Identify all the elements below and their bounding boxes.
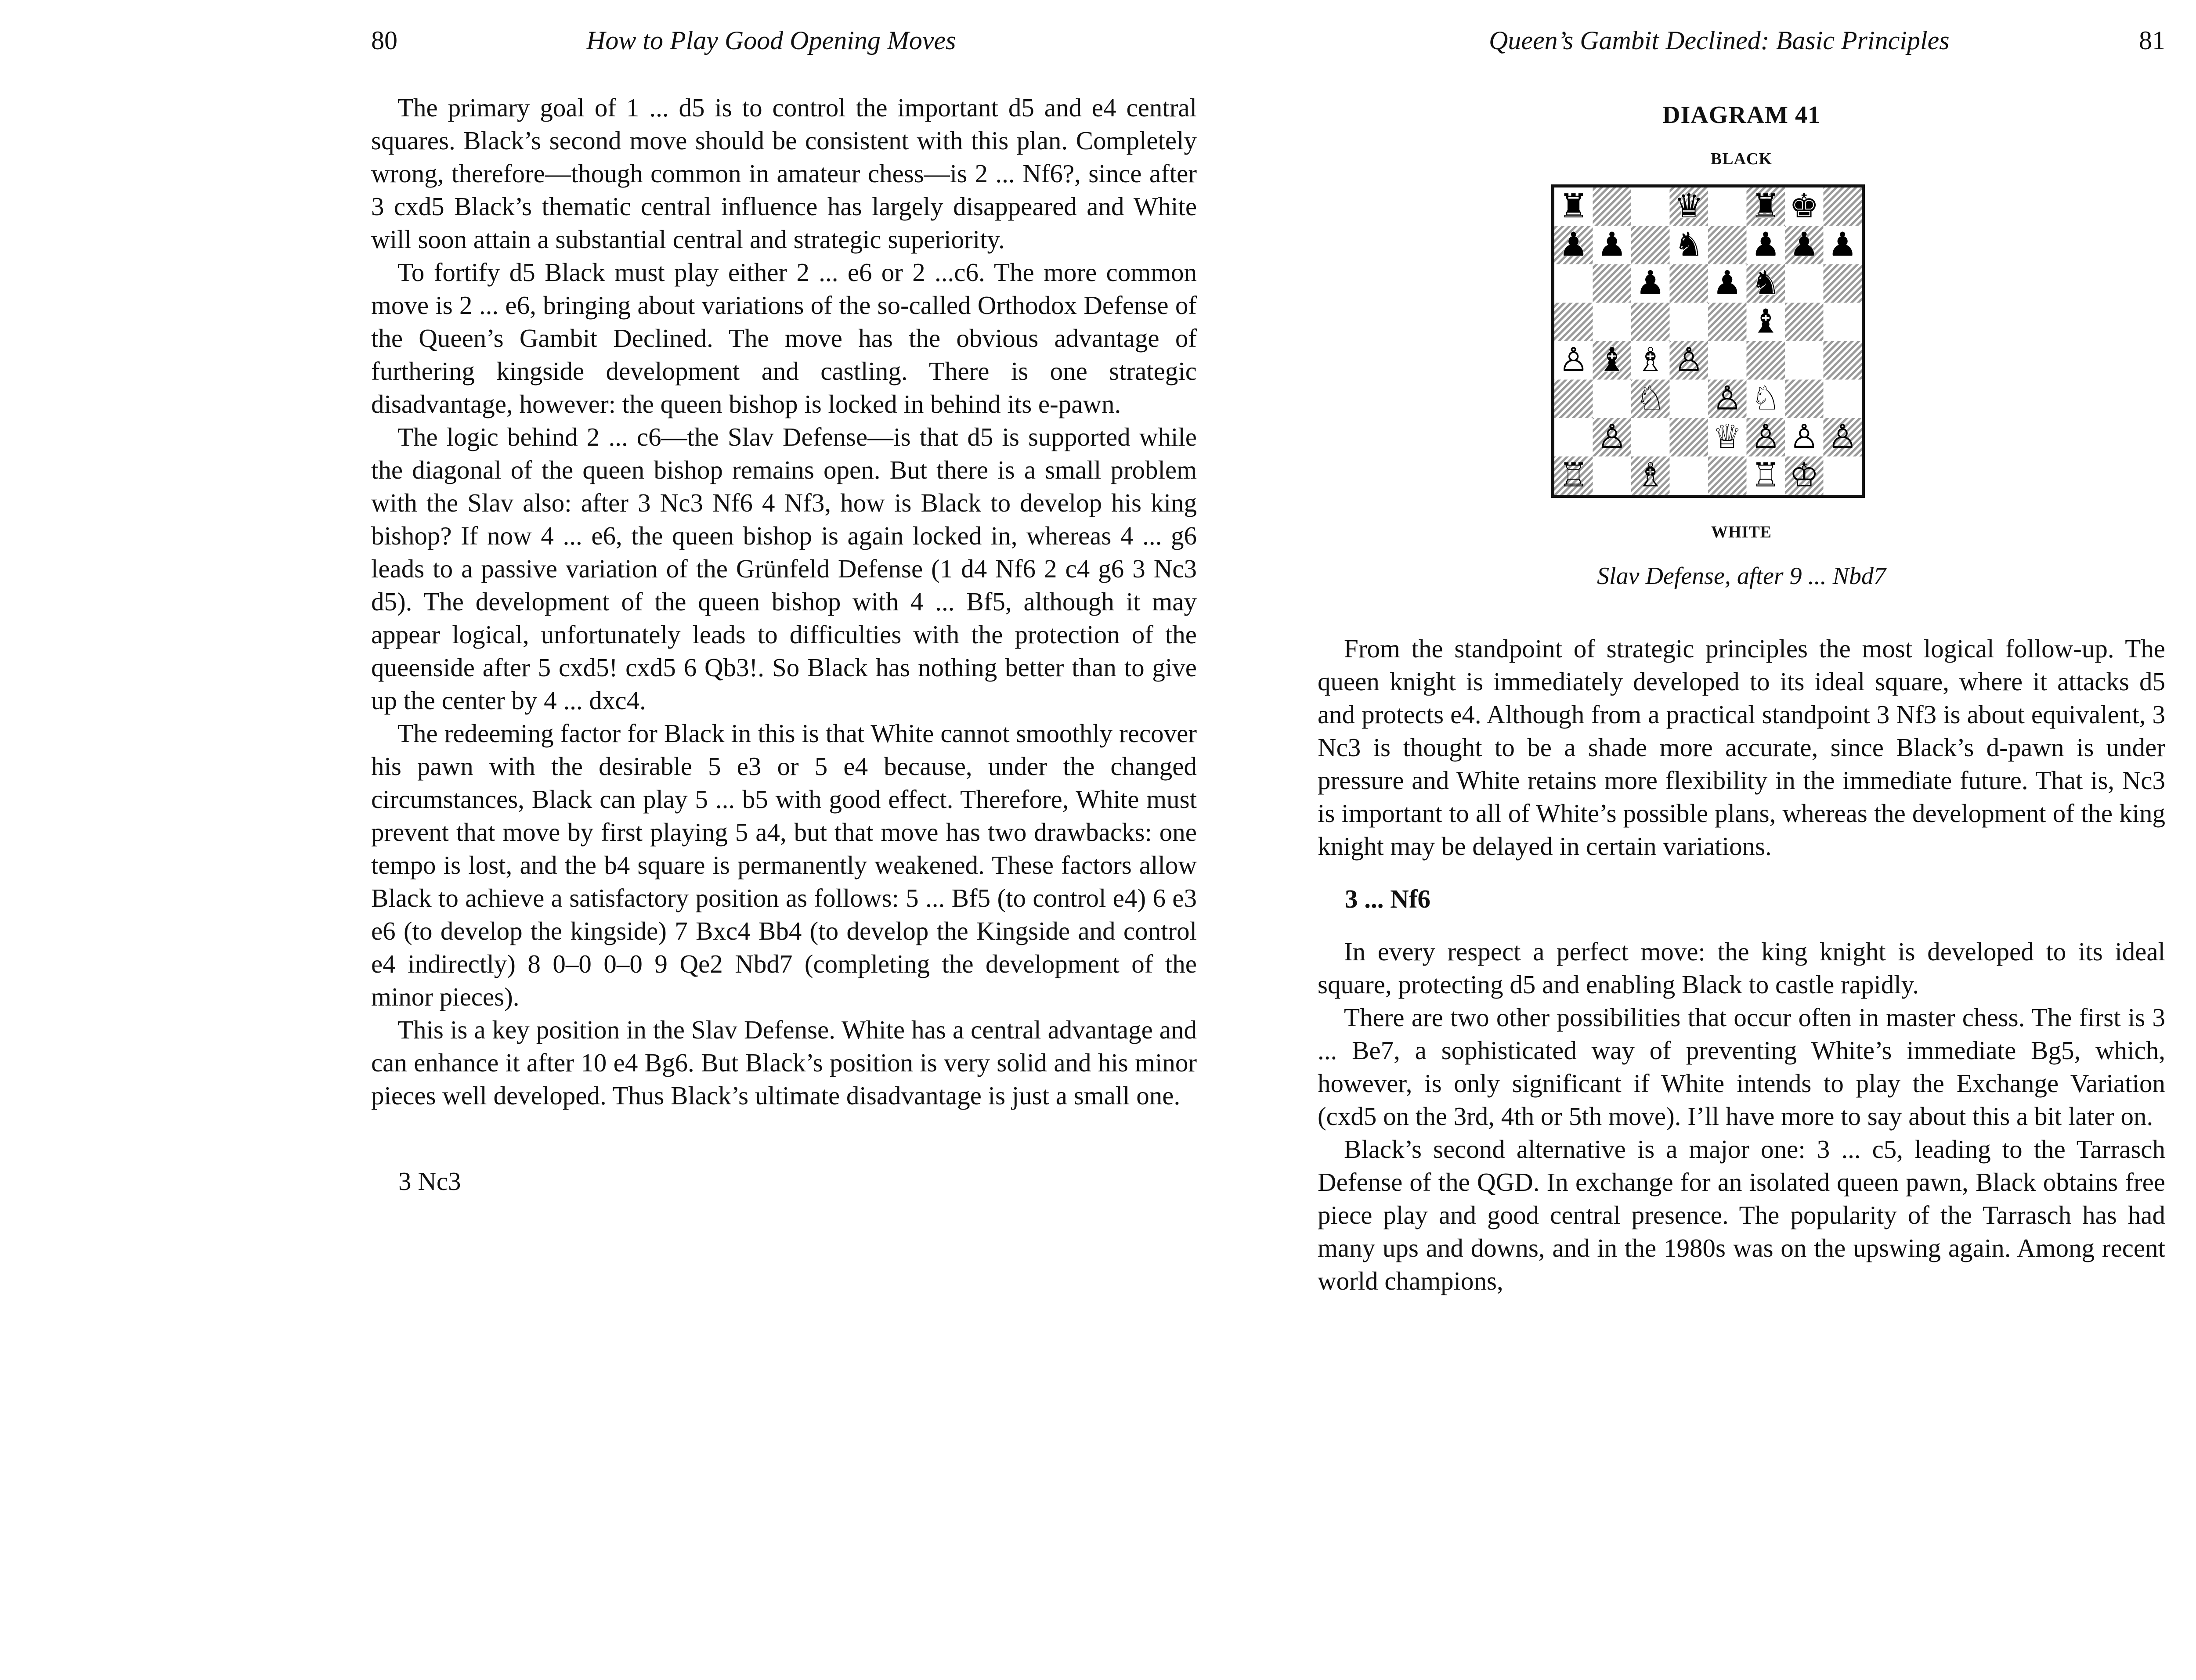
white-bishop-c4: ♗: [1636, 340, 1665, 379]
board-square-b5: [1593, 303, 1632, 342]
board-square-c8: [1631, 187, 1670, 226]
white-queen-e2: ♕: [1712, 417, 1742, 456]
board-square-h1: [1824, 457, 1862, 495]
right-page: [1318, 0, 2165, 1680]
white-pawn-b2: ♙: [1597, 417, 1627, 456]
move-heading: 3 ... Nf6: [1345, 884, 1431, 913]
paragraph: This is a key position in the Slav Defense. White has a central advantage and can enhance it after 10 e4 Bg6. But Black’s position is very solid and his minor pieces well developed. Thus Black’s ultimate disadvantage is just a small one.: [371, 1015, 1197, 1110]
board-square-g3: [1785, 380, 1824, 418]
paragraph: From the standpoint of strategic principles the most logical follow-up. The queen knight is immediately developed to its ideal square, where it attacks d5 and protects e4. Although from a practical standpoint 3 Nf3 is about equivalent, 3 Nc3 is thought to be a shade more accurate, since Black’s d-pawn is under pressure and White retains more flexibility in the immediate future. That is, Nc3 is important to all of White’s possible plans, whereas the development of the king knight may be delayed in certain variations.: [1318, 634, 2165, 861]
white-pawn-h2: ♙: [1828, 417, 1857, 456]
black-pawn-e6: ♟: [1712, 263, 1742, 302]
board-square-e4: [1708, 341, 1747, 380]
board-square-d5: [1670, 303, 1708, 342]
board-square-e1: [1708, 457, 1747, 495]
black-knight-d7: ♞: [1674, 225, 1704, 264]
black-rook-f8: ♜: [1751, 187, 1781, 225]
white-pawn-f2: ♙: [1751, 417, 1781, 456]
paragraph: In every respect a perfect move: the king knight is developed to its ideal square, protecting d5 and enabling Black to castle rapidly.: [1318, 937, 2165, 999]
paragraph: There are two other possibilities that occur often in master chess. The first is 3 ... Be7, a sophisticated way of preventing White’s immediate Bg5, which, however, is only significant if White intends to play the Exchange Variation (cxd5 on the 3rd, 4th or 5th move). I’ll have more to say about this a bit later on.: [1318, 1003, 2165, 1131]
black-bishop-f5: ♝: [1751, 302, 1781, 341]
right-running-head-title: Queen’s Gambit Declined: Basic Principles: [1489, 26, 1950, 55]
board-square-a3: [1554, 380, 1593, 418]
board-square-b6: [1593, 264, 1632, 303]
board-square-e5: [1708, 303, 1747, 342]
black-pawn-h7: ♟: [1828, 225, 1857, 264]
chess-board: [1551, 184, 1865, 498]
board-square-h4: [1824, 341, 1862, 380]
paragraph: To fortify d5 Black must play either 2 ... e6 or 2 ...c6. The more common move is 2 ... e6, bringing about variations of the so-called Orthodox Defense of the Queen’s Gambit Declined. The move has the obvious advantage of furthering kingside development and castling. There is one strategic disadvantage, however: the queen bishop is locked in behind its e-pawn.: [371, 258, 1197, 418]
board-square-b8: [1593, 187, 1632, 226]
paragraph: The redeeming factor for Black in this is that White cannot smoothly recover his pawn with the desirable 5 e3 or 5 e4 because, under the changed circumstances, Black can play 5 ... b5 with good effect. Therefore, White must prevent that move by first playing 5 a4, but that move has two drawbacks: one tempo is lost, and the b4 square is permanently weakened. These factors allow Black to achieve a satisfactory position as follows: 5 ... Bf5 (to control e4) 6 e3 e6 (to develop the kingside) 7 Bxc4 Bb4 (to develop the Kingside and control e4 indirectly) 8 0–0 0–0 9 Qe2 Nbd7 (completing the development of the minor pieces).: [371, 719, 1197, 1011]
white-pawn-g2: ♙: [1789, 417, 1819, 456]
left-running-head-title: How to Play Good Opening Moves: [586, 26, 956, 55]
right-running-head: [1318, 25, 2165, 65]
board-square-h5: [1824, 303, 1862, 342]
white-king-g1: ♔: [1789, 455, 1819, 494]
board-square-d6: [1670, 264, 1708, 303]
board-square-d1: [1670, 457, 1708, 495]
board-square-c7: [1631, 226, 1670, 265]
black-pawn-b7: ♟: [1597, 225, 1627, 264]
board-square-g6: [1785, 264, 1824, 303]
black-pawn-c6: ♟: [1636, 263, 1665, 302]
white-rook-f1: ♖: [1751, 455, 1781, 494]
board-square-c5: [1631, 303, 1670, 342]
board-square-g5: [1785, 303, 1824, 342]
board-square-h6: [1824, 264, 1862, 303]
board-square-h3: [1824, 380, 1862, 418]
white-side-label: WHITE: [1711, 523, 1772, 541]
left-running-head: [371, 25, 1197, 65]
diagram-caption: Slav Defense, after 9 ... Nbd7: [1597, 562, 1886, 590]
left-body-text: [371, 91, 1197, 1198]
board-square-b3: [1593, 380, 1632, 418]
left-page: [371, 0, 1197, 1680]
board-square-a6: [1554, 264, 1593, 303]
white-rook-a1: ♖: [1559, 455, 1589, 494]
black-pawn-g7: ♟: [1789, 225, 1819, 264]
board-square-e7: [1708, 226, 1747, 265]
black-pawn-f7: ♟: [1751, 225, 1781, 264]
paragraph: The primary goal of 1 ... d5 is to control the important d5 and e4 central squares. Black’s second move should be consistent with this plan. Completely wrong, therefore—though common in amateur chess—is 2 ... Nf6?, since after 3 cxd5 Black’s thematic central influence has largely disappeared and White will soon attain a substantial central and strategic superiority.: [371, 93, 1197, 254]
board-square-d2: [1670, 418, 1708, 457]
board-square-a2: [1554, 418, 1593, 457]
black-queen-d8: ♛: [1674, 187, 1704, 225]
left-page-number: 80: [371, 26, 397, 55]
board-square-f4: [1747, 341, 1785, 380]
board-square-g4: [1785, 341, 1824, 380]
move-heading: 3 Nc3: [398, 1167, 461, 1196]
black-rook-a8: ♜: [1559, 187, 1589, 225]
board-square-h8: [1824, 187, 1862, 226]
paragraph: Black’s second alternative is a major one: 3 ... c5, leading to the Tarrasch Defense of the QGD. In exchange for an isolated queen pawn, Black obtains free piece play and good central presence. The popularity of the Tarrasch has had many ups and downs, and in the 1980s was on the upswing again. Among recent world champions,: [1318, 1135, 2165, 1295]
black-side-label: BLACK: [1710, 150, 1773, 168]
black-pawn-a7: ♟: [1559, 225, 1589, 264]
black-bishop-b4: ♝: [1597, 340, 1627, 379]
board-square-c2: [1631, 418, 1670, 457]
white-knight-c3: ♘: [1636, 379, 1665, 418]
board-square-d3: [1670, 380, 1708, 418]
white-pawn-a4: ♙: [1559, 340, 1589, 379]
chess-board-graphic: [1554, 187, 1862, 495]
board-square-a5: [1554, 303, 1593, 342]
white-bishop-c1: ♗: [1636, 455, 1665, 494]
white-pawn-e3: ♙: [1712, 379, 1742, 418]
board-square-b1: [1593, 457, 1632, 495]
black-king-g8: ♚: [1789, 187, 1819, 225]
paragraph: The logic behind 2 ... c6—the Slav Defense—is that d5 is supported while the diagonal of the queen bishop remains open. But there is a small problem with the Slav also: after 3 Nc3 Nf6 4 Nf3, how is Black to develop his king bishop? If now 4 ... e6, the queen bishop is again locked in, whereas 4 ... g6 leads to a passive variation of the Grünfeld Defense (1 d4 Nf6 2 c4 g6 3 Nc3 d5). The development of the queen bishop with 4 ... Bf5, although it may appear logical, unfortunately leads to difficulties with the protection of the queenside after 5 cxd5! cxd5 6 Qb3!. So Black has nothing better than to give up the center by 4 ... dxc4.: [371, 422, 1197, 715]
diagram-title: DIAGRAM 41: [1662, 101, 1820, 129]
white-pawn-d4: ♙: [1674, 340, 1704, 379]
black-knight-f6: ♞: [1751, 263, 1781, 302]
right-body-text: [1318, 632, 2165, 1298]
chess-diagram: [1318, 101, 2165, 597]
right-page-number: 81: [2139, 26, 2165, 55]
board-square-e8: [1708, 187, 1747, 226]
white-knight-f3: ♘: [1751, 379, 1781, 418]
